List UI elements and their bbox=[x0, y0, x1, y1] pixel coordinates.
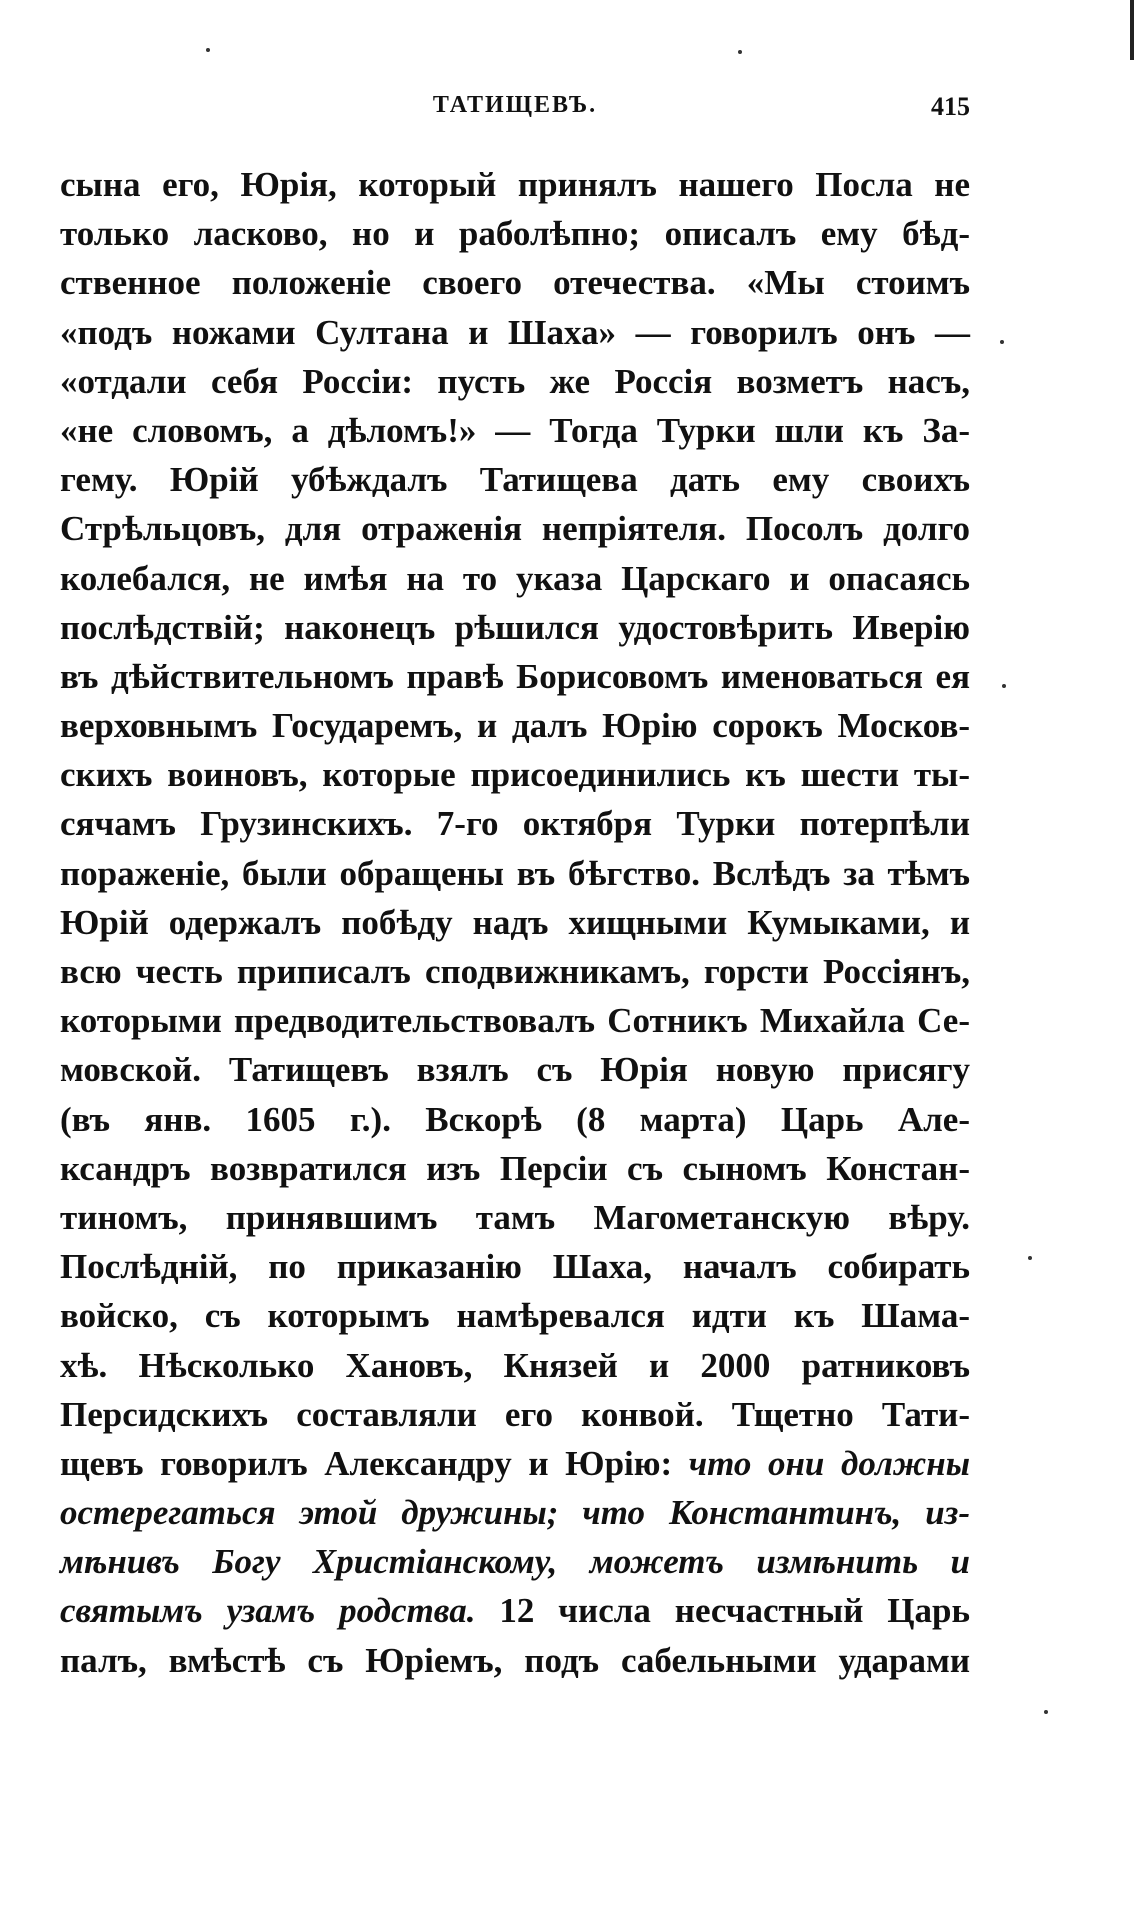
text-segment: Персидскихъ составляли его конвой. Тщетно Тати- bbox=[60, 1394, 970, 1434]
text-segment: войско, съ которымъ намѣревался идти къ Шама- bbox=[60, 1296, 970, 1336]
text-segment: (въ янв. 1605 г.). Вскорѣ (8 марта) Царь Але- bbox=[60, 1099, 970, 1139]
text-segment: 12 числа несчастный Царь bbox=[475, 1591, 970, 1631]
text-segment: послѣдствій; наконецъ рѣшился удостовѣрить Иверію bbox=[60, 607, 970, 647]
text-segment: пораженіе, были обращены въ бѣгство. Вслѣдъ за тѣмъ bbox=[60, 853, 970, 893]
text-line bbox=[60, 652, 970, 701]
text-segment: Послѣдній, по приказанію Шаха, началъ собирать bbox=[60, 1247, 970, 1287]
text-line bbox=[60, 1242, 970, 1291]
text-segment: щевъ говорилъ Александру и Юрію: bbox=[60, 1443, 689, 1483]
text-line bbox=[60, 1390, 970, 1439]
text-line bbox=[60, 898, 970, 947]
italic-segment: святымъ узамъ родства. bbox=[60, 1591, 476, 1631]
text-line bbox=[60, 406, 970, 455]
text-line bbox=[60, 701, 970, 750]
text-segment: ственное положеніе своего отечества. «Мы стоимъ bbox=[60, 263, 970, 303]
page-edge-rule bbox=[1130, 0, 1134, 60]
text-line bbox=[60, 258, 970, 307]
text-segment: гему. Юрій убѣждалъ Татищева дать ему своихъ bbox=[60, 460, 970, 500]
text-line bbox=[60, 308, 970, 357]
text-segment: хѣ. Нѣсколько Хановъ, Князей и 2000 ратниковъ bbox=[60, 1345, 970, 1385]
text-line bbox=[60, 160, 970, 209]
body-text bbox=[60, 160, 970, 1685]
text-line bbox=[60, 603, 970, 652]
text-segment: «подъ ножами Султана и Шаха» — говорилъ онъ — bbox=[60, 312, 970, 352]
text-line bbox=[60, 1439, 970, 1488]
print-speck bbox=[738, 50, 742, 54]
page-number: 415 bbox=[931, 92, 970, 121]
text-segment: верховнымъ Государемъ, и далъ Юрію сорокъ Москов- bbox=[60, 706, 970, 746]
print-speck bbox=[1028, 1256, 1032, 1260]
italic-segment: мѣнивъ Богу Христіанскому, можетъ измѣнить и bbox=[60, 1542, 970, 1582]
text-segment: всю честь приписалъ сподвижникамъ, горсти Россіянъ, bbox=[60, 952, 970, 991]
text-segment: сячамъ Грузинскихъ. 7-го октября Турки потерпѣли bbox=[60, 804, 970, 844]
text-line bbox=[60, 849, 970, 898]
text-line bbox=[60, 504, 970, 553]
text-line bbox=[60, 455, 970, 504]
print-speck bbox=[1044, 1710, 1048, 1714]
print-speck bbox=[206, 48, 210, 52]
text-line bbox=[60, 1537, 970, 1586]
text-line bbox=[60, 799, 970, 848]
text-segment: колебался, не имѣя на то указа Царскаго и опасаясь bbox=[60, 558, 970, 598]
text-line bbox=[60, 1586, 970, 1635]
text-segment: скихъ воиновъ, которые присоединились къ шести ты- bbox=[60, 755, 970, 795]
text-line bbox=[60, 357, 970, 406]
text-line bbox=[60, 1095, 970, 1144]
text-segment: палъ, вмѣстѣ съ Юріемъ, подъ сабельными ударами bbox=[60, 1640, 970, 1680]
text-segment: сына его, Юрія, который принялъ нашего Посла не bbox=[60, 165, 970, 204]
text-segment: «не словомъ, а дѣломъ!» — Тогда Турки шли къ За- bbox=[60, 410, 970, 450]
text-line bbox=[60, 750, 970, 799]
text-segment: Юрій одержалъ побѣду надъ хищными Кумыками, и bbox=[60, 902, 970, 942]
text-segment: которыми предводительствовалъ Сотникъ Михайла Се- bbox=[60, 1001, 970, 1041]
text-line bbox=[60, 1144, 970, 1193]
text-segment: ксандръ возвратился изъ Персіи съ сыномъ Констан- bbox=[60, 1148, 970, 1188]
text-segment: въ дѣйствительномъ правѣ Борисовомъ именоваться ея bbox=[60, 656, 970, 696]
page-header bbox=[60, 92, 970, 132]
text-segment: тиномъ, принявшимъ тамъ Магометанскую вѣру. bbox=[60, 1197, 970, 1237]
text-line bbox=[60, 1636, 970, 1685]
text-line bbox=[60, 947, 970, 996]
text-line bbox=[60, 1488, 970, 1537]
text-line bbox=[60, 209, 970, 258]
text-segment: Стрѣльцовъ, для отраженія непріятеля. Посолъ долго bbox=[60, 509, 970, 549]
italic-segment: что они должны bbox=[688, 1443, 970, 1483]
text-line bbox=[60, 1291, 970, 1340]
running-title: ТАТИЩЕВЪ. bbox=[432, 92, 598, 118]
text-segment: только ласково, но и раболѣпно; описалъ ему бѣд- bbox=[60, 214, 970, 254]
italic-segment: остерегаться этой дружины; что Константинъ, из- bbox=[60, 1493, 970, 1533]
text-segment: мовской. Татищевъ взялъ съ Юрія новую присягу bbox=[60, 1050, 970, 1090]
text-line bbox=[60, 554, 970, 603]
text-segment: «отдали себя Россіи: пусть же Россія возметъ насъ, bbox=[60, 361, 970, 401]
print-speck bbox=[1000, 340, 1004, 344]
text-line bbox=[60, 1193, 970, 1242]
text-line bbox=[60, 1045, 970, 1094]
print-speck bbox=[1002, 684, 1006, 688]
text-line bbox=[60, 996, 970, 1045]
text-line bbox=[60, 1341, 970, 1390]
